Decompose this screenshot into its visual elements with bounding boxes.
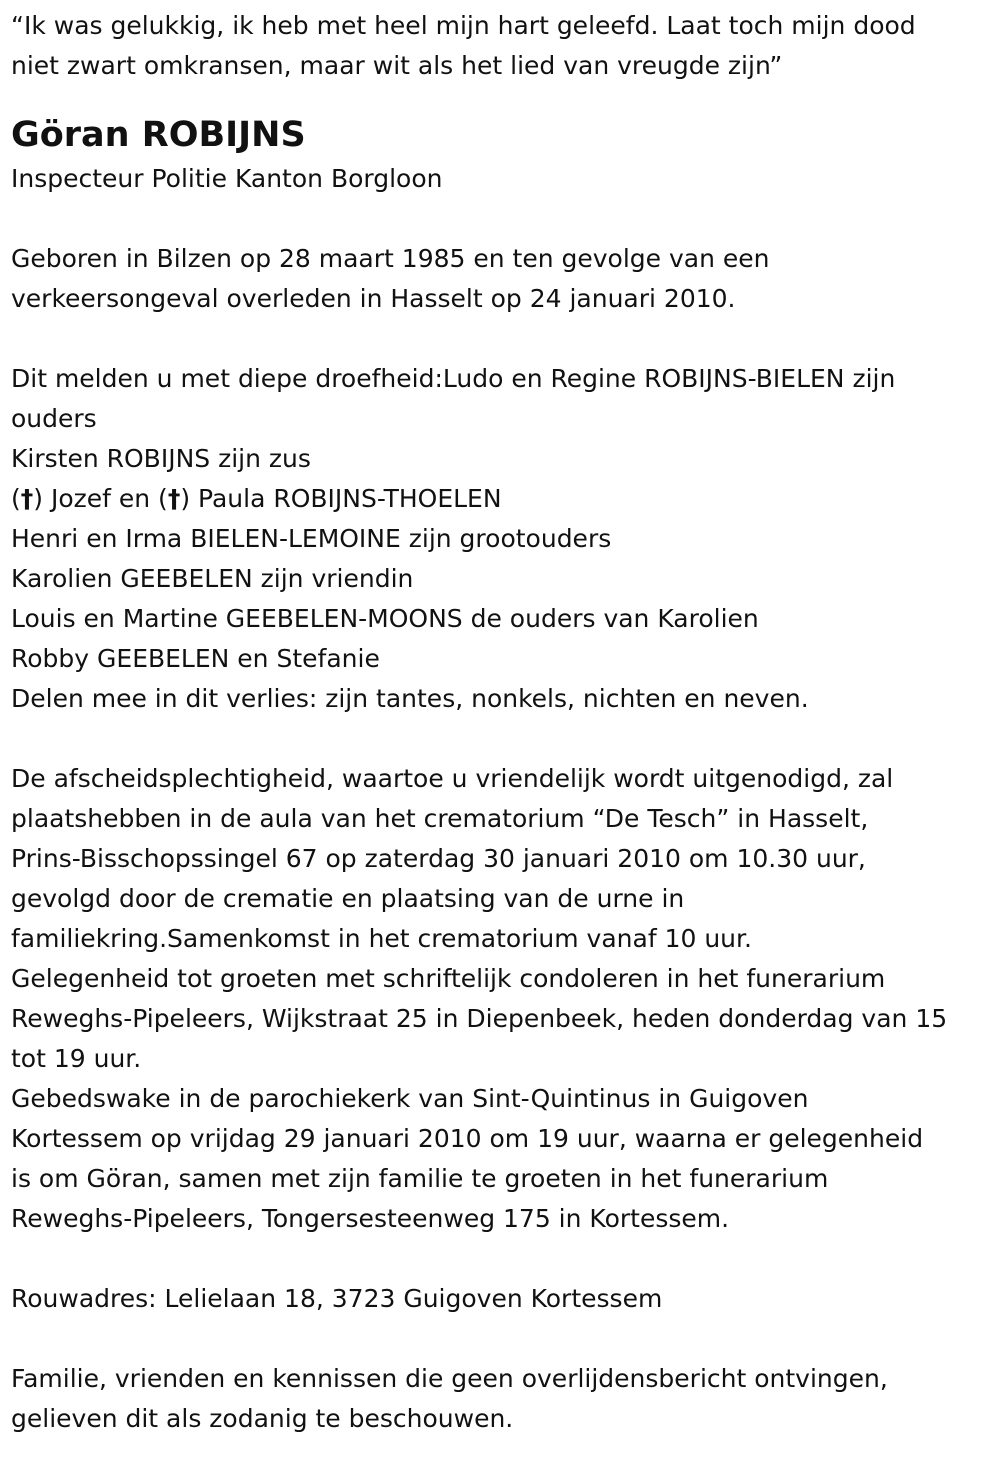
ceremony-line: familiekring.Samenkomst in het crematorium vanaf 10 uur. xyxy=(11,924,752,953)
family-paragraph xyxy=(11,359,990,719)
cross-icon: † xyxy=(20,484,34,513)
family-deceased-grandparents xyxy=(11,479,990,519)
family-line: Robby GEEBELEN en Stefanie xyxy=(11,644,380,673)
ceremony-line: gevolgd door de crematie en plaatsing van de urne in xyxy=(11,884,685,913)
birth-death-line-2: verkeersongeval overleden in Hasselt op 24 januari 2010. xyxy=(11,284,736,313)
grandparent-text: ) Jozef en ( xyxy=(33,484,168,513)
family-line: Delen mee in dit verlies: zijn tantes, nonkels, nichten en neven. xyxy=(11,684,809,713)
ceremony-line: is om Göran, samen met zijn familie te groeten in het funerarium xyxy=(11,1164,829,1193)
family-sibling: Kirsten ROBIJNS zijn zus xyxy=(11,444,311,473)
birth-death-line-1: Geboren in Bilzen op 28 maart 1985 en ten gevolge van een xyxy=(11,244,770,273)
ceremony-line: Gebedswake in de parochiekerk van Sint-Quintinus in Guigoven xyxy=(11,1084,809,1113)
spacer xyxy=(11,719,990,759)
memorial-quote xyxy=(11,6,990,86)
ceremony-line: Reweghs-Pipeleers, Tongersesteenweg 175 in Kortessem. xyxy=(11,1204,730,1233)
grandparent-text: ) Paula ROBIJNS-THOELEN xyxy=(180,484,502,513)
family-intro-line-2: ouders xyxy=(11,404,97,433)
ceremony-line: De afscheidsplechtigheid, waartoe u vriendelijk wordt uitgenodigd, zal xyxy=(11,764,894,793)
ceremony-paragraph xyxy=(11,759,990,1239)
mourning-address: Rouwadres: Lelielaan 18, 3723 Guigoven Kortessem xyxy=(11,1284,663,1313)
spacer xyxy=(11,1319,990,1359)
ceremony-line: Reweghs-Pipeleers, Wijkstraat 25 in Diepenbeek, heden donderdag van 15 xyxy=(11,1004,948,1033)
ceremony-line: tot 19 uur. xyxy=(11,1044,142,1073)
quote-line-1: “Ik was gelukkig, ik heb met heel mijn hart geleefd. Laat toch mijn dood xyxy=(11,11,916,40)
spacer xyxy=(11,319,990,359)
spacer xyxy=(11,199,990,239)
closing-line-1: Familie, vrienden en kennissen die geen overlijdensbericht ontvingen, xyxy=(11,1364,888,1393)
family-line: Henri en Irma BIELEN-LEMOINE zijn grootouders xyxy=(11,524,612,553)
ceremony-line: Prins-Bisschopssingel 67 op zaterdag 30 januari 2010 om 10.30 uur, xyxy=(11,844,866,873)
ceremony-line: Kortessem op vrijdag 29 januari 2010 om 19 uur, waarna er gelegenheid xyxy=(11,1124,924,1153)
closing-paragraph xyxy=(11,1359,990,1439)
paren-open: ( xyxy=(11,484,21,513)
spacer xyxy=(11,1239,990,1279)
ceremony-line: Gelegenheid tot groeten met schriftelijk condoleren in het funerarium xyxy=(11,964,886,993)
cross-icon: † xyxy=(167,484,181,513)
birth-death-paragraph xyxy=(11,239,990,319)
family-line: Louis en Martine GEEBELEN-MOONS de ouders van Karolien xyxy=(11,604,759,633)
deceased-title: Inspecteur Politie Kanton Borgloon xyxy=(11,164,443,193)
family-line: Karolien GEEBELEN zijn vriendin xyxy=(11,564,414,593)
family-intro-line-1: Dit melden u met diepe droefheid:Ludo en Regine ROBIJNS-BIELEN zijn xyxy=(11,364,896,393)
ceremony-line: plaatshebben in de aula van het crematorium “De Tesch” in Hasselt, xyxy=(11,804,869,833)
deceased-name: Göran ROBIJNS xyxy=(11,115,306,155)
closing-line-2: gelieven dit als zodanig te beschouwen. xyxy=(11,1404,514,1433)
quote-line-2: niet zwart omkransen, maar wit als het lied van vreugde zijn” xyxy=(11,51,783,80)
